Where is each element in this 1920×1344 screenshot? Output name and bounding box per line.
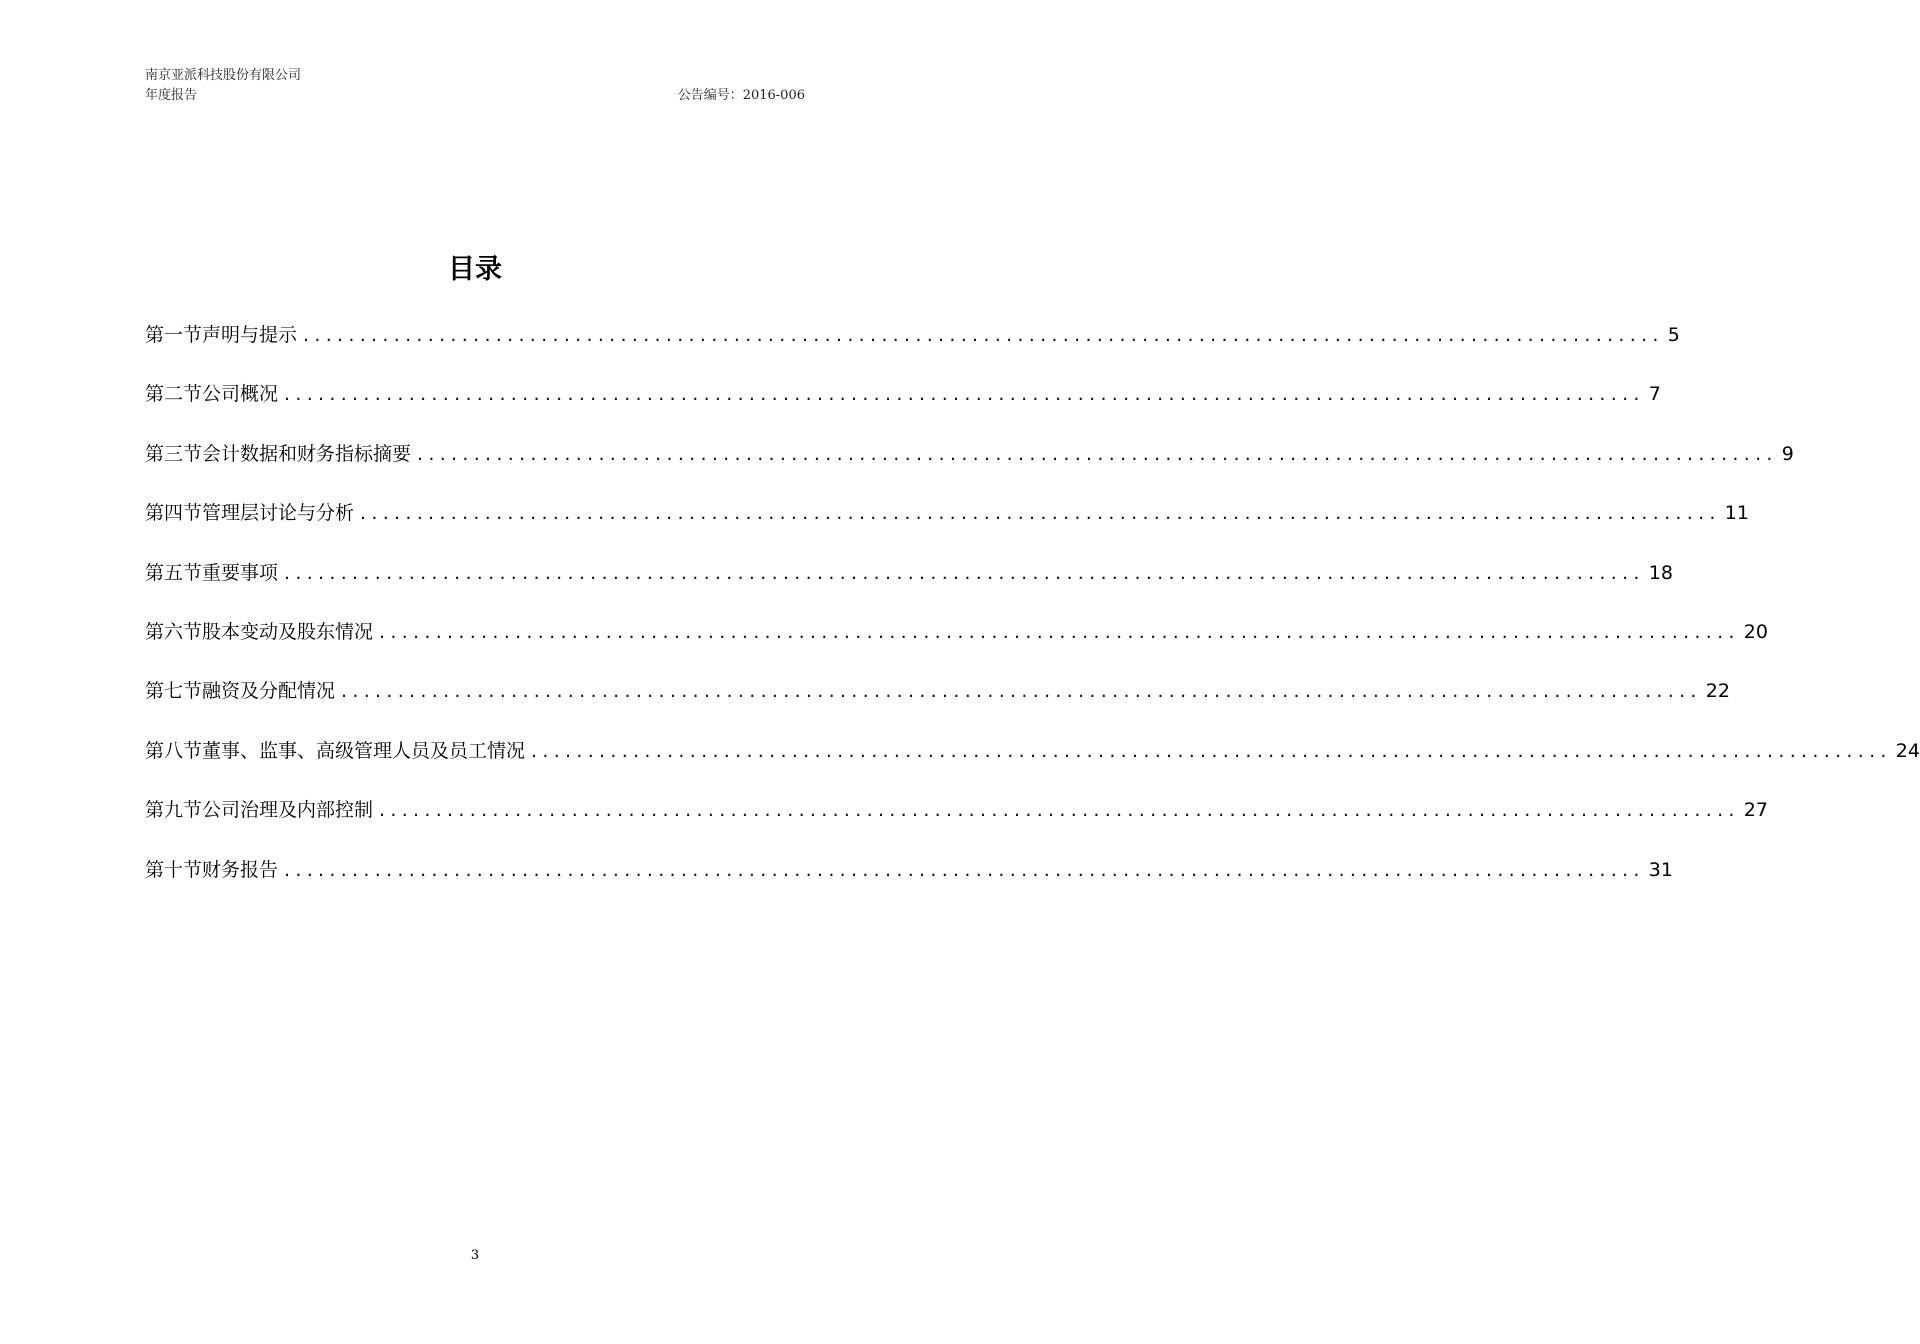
toc-entry-label: 第三节会计数据和财务指标摘要 bbox=[145, 442, 412, 465]
toc-entry-page: 27 bbox=[1743, 799, 1768, 822]
toc-leader-dots: ........................................................................................................................ bbox=[379, 620, 1740, 643]
toc-entry-section-2[interactable] bbox=[145, 377, 1661, 436]
toc-entry-page: 20 bbox=[1743, 620, 1768, 643]
toc-entry-page: 31 bbox=[1648, 858, 1673, 881]
announcement-number: 公告编号：2016-006 bbox=[677, 88, 805, 103]
toc-entry-page: 5 bbox=[1667, 324, 1680, 346]
toc-entry-label: 第十节财务报告 bbox=[145, 858, 279, 881]
toc-entry-page: 24 bbox=[1895, 739, 1920, 762]
toc-entry-section-5[interactable] bbox=[145, 556, 1673, 615]
toc-entry-page: 7 bbox=[1648, 383, 1661, 406]
toc-entry-page: 11 bbox=[1724, 502, 1749, 525]
toc-leader-dots: ........................................................................................................................ bbox=[284, 858, 1645, 881]
toc-leader-dots: ........................................................................................................................ bbox=[303, 324, 1664, 346]
toc-entry-section-7[interactable] bbox=[145, 674, 1730, 733]
toc-entry-section-8[interactable] bbox=[145, 734, 1920, 793]
toc-leader-dots: ........................................................................................................................ bbox=[379, 799, 1740, 822]
toc-entry-section-6[interactable] bbox=[145, 615, 1768, 674]
toc-entry-page: 9 bbox=[1781, 442, 1794, 465]
table-of-contents bbox=[145, 318, 1920, 912]
toc-leader-dots: ........................................................................................................................ bbox=[360, 502, 1721, 525]
toc-entry-label: 第二节公司概况 bbox=[145, 383, 279, 406]
toc-entry-section-1[interactable] bbox=[145, 318, 1680, 377]
toc-entry-section-3[interactable] bbox=[145, 437, 1794, 496]
document-type: 年度报告 bbox=[145, 88, 198, 103]
toc-entry-page: 18 bbox=[1648, 561, 1673, 584]
toc-leader-dots: ........................................................................................................................ bbox=[284, 383, 1645, 406]
toc-entry-label: 第七节融资及分配情况 bbox=[145, 680, 336, 703]
toc-leader-dots: ........................................................................................................................ bbox=[531, 739, 1892, 762]
toc-title: 目录 bbox=[448, 254, 502, 285]
toc-entry-label: 第六节股本变动及股东情况 bbox=[145, 620, 374, 643]
page-number: 3 bbox=[470, 1248, 480, 1263]
toc-entry-section-9[interactable] bbox=[145, 793, 1768, 852]
toc-entry-label: 第四节管理层讨论与分析 bbox=[145, 502, 355, 525]
toc-leader-dots: ........................................................................................................................ bbox=[417, 442, 1778, 465]
toc-entry-section-4[interactable] bbox=[145, 496, 1749, 555]
toc-entry-label: 第九节公司治理及内部控制 bbox=[145, 799, 374, 822]
page-header-left bbox=[145, 66, 301, 106]
toc-leader-dots: ........................................................................................................................ bbox=[341, 680, 1702, 703]
toc-entry-label: 第一节声明与提示 bbox=[145, 324, 298, 346]
toc-leader-dots: ........................................................................................................................ bbox=[284, 561, 1645, 584]
company-name: 南京亚派科技股份有限公司 bbox=[145, 68, 302, 83]
toc-entry-label: 第五节重要事项 bbox=[145, 561, 279, 584]
toc-entry-page: 22 bbox=[1705, 680, 1730, 703]
toc-entry-section-10[interactable] bbox=[145, 853, 1673, 912]
toc-entry-label: 第八节董事、监事、高级管理人员及员工情况 bbox=[145, 739, 526, 762]
